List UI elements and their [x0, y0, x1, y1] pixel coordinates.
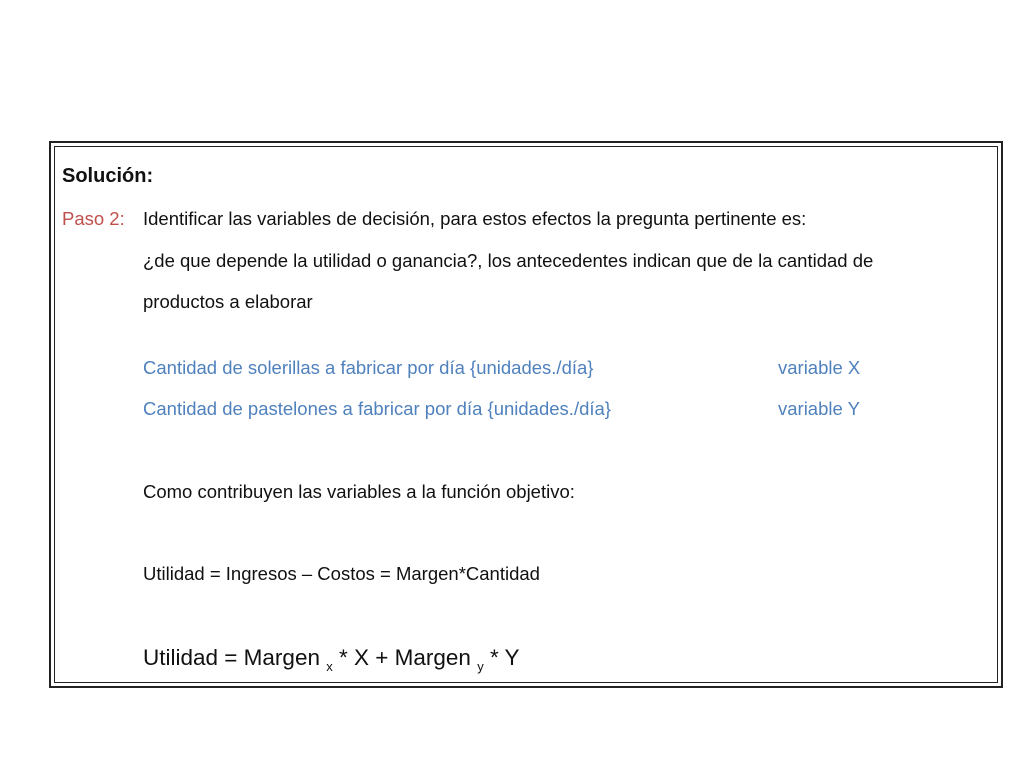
solution-title: Solución:	[62, 165, 154, 187]
subscript-x: x	[326, 659, 333, 674]
utility-equation: Utilidad = Ingresos – Costos = Margen*Cantidad	[143, 563, 540, 584]
variable-y-name: variable Y	[778, 398, 860, 419]
final-equation	[143, 644, 520, 675]
contribution-text: Como contribuyen las variables a la función objetivo:	[143, 481, 575, 502]
final-equation-part-2: * X + Margen	[332, 645, 478, 670]
variable-x-name: variable X	[778, 357, 861, 378]
step-label: Paso 2:	[62, 208, 125, 229]
step-text-line-3: productos a elaborar	[143, 291, 313, 312]
variable-x-description: Cantidad de solerillas a fabricar por día {unidades./día}	[143, 357, 594, 378]
step-text-line-2: ¿de que depende la utilidad o ganancia?, los antecedentes indican que de la cantidad de	[143, 250, 874, 271]
step-text-line-1: Identificar las variables de decisión, para estos efectos la pregunta pertinente es:	[143, 208, 807, 229]
variable-y-description: Cantidad de pastelones a fabricar por día {unidades./día}	[143, 398, 611, 419]
subscript-y: y	[477, 659, 484, 674]
final-equation-part-3: * Y	[483, 645, 520, 670]
final-equation-part-1: Utilidad = Margen	[143, 645, 327, 670]
